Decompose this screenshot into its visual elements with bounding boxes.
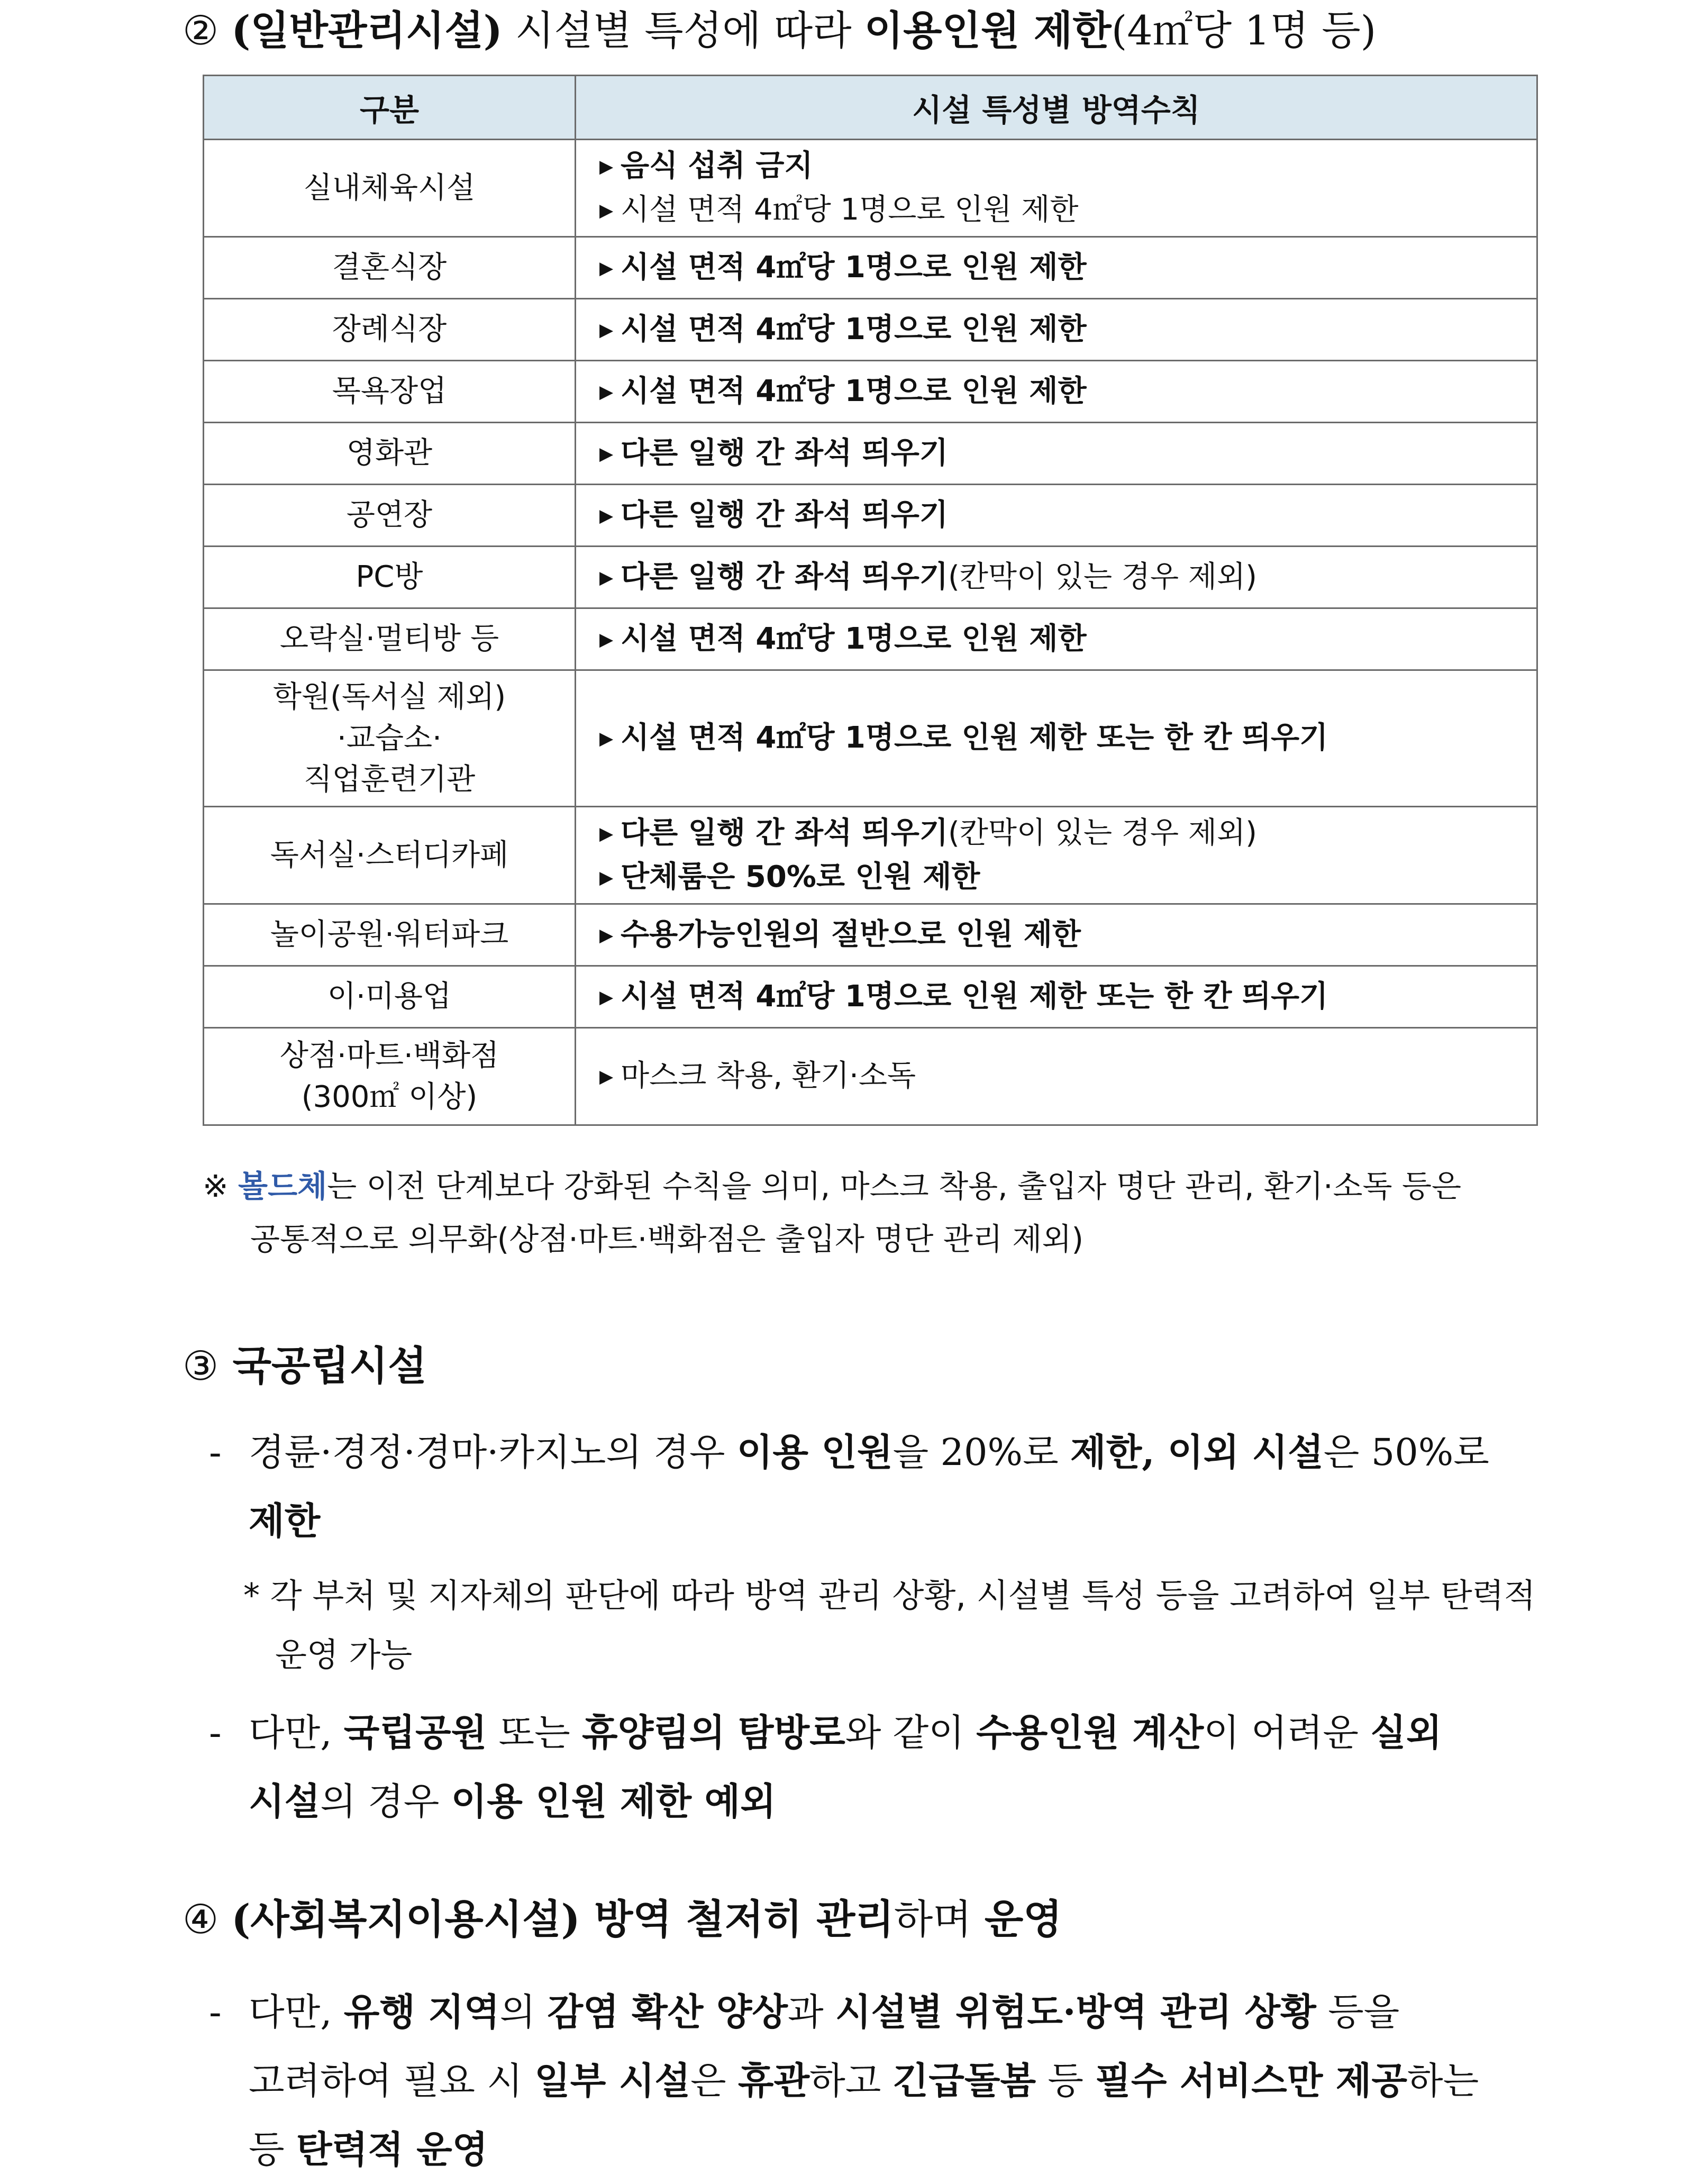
rule-bold: 다른 일행 간 좌석 띄우기	[621, 559, 948, 594]
text-run: 20%	[940, 1431, 1023, 1474]
table-row	[204, 1028, 1537, 1125]
text-run: 이 어려운	[1204, 1711, 1359, 1754]
p1-line-1	[209, 1418, 1540, 1487]
section-4-title-bold2: 운영	[984, 1896, 1062, 1943]
section-4-title-bold: (사회복지이용시설) 방역 철저히 관리	[231, 1896, 894, 1943]
rule-line	[599, 856, 1536, 899]
text-run: 의	[499, 1990, 536, 2034]
dash-bullet: -	[209, 1431, 222, 1474]
section-4-paragraph	[209, 1978, 1540, 2184]
table-row	[204, 608, 1537, 670]
p3-line-3	[209, 2115, 1540, 2184]
text-run: 와 같이	[845, 1711, 964, 1754]
text-run: 하고	[809, 2059, 881, 2103]
rule-line	[599, 188, 1536, 232]
dash-bullet: -	[209, 1711, 222, 1754]
rule-bold: 음식 섭취 금지	[621, 148, 813, 183]
text-run-bold: 실외	[1370, 1710, 1442, 1754]
triangle-bullet-icon: ▶	[599, 924, 614, 946]
section-3-marker: ③	[183, 1342, 219, 1389]
text-run-bold: 일부 시설	[534, 2059, 690, 2103]
section-3-heading	[183, 1340, 427, 1393]
row-rule	[576, 807, 1537, 904]
row-rule	[576, 608, 1537, 670]
footnote-line-2: 운영 가능	[275, 1635, 413, 1674]
row-category: 영화관	[204, 423, 576, 485]
text-run: 은	[1323, 1431, 1360, 1474]
note-line-2: 공통적으로 의무화(상점·마트·백화점은 출입자 명단 관리 제외)	[250, 1221, 1084, 1257]
text-run-bold: 탄력적 운영	[296, 2127, 488, 2171]
text-run: 등	[1048, 2059, 1083, 2103]
row-category: 목욕장업	[204, 361, 576, 423]
text-run-bold: 필수 서비스만 제공	[1095, 2059, 1407, 2103]
row-rule	[576, 966, 1537, 1028]
section-3-paragraph-2	[209, 1698, 1540, 1836]
note-mark: ※	[203, 1168, 229, 1204]
row-rule	[576, 299, 1537, 361]
row-category: 상점·마트·백화점 (300㎡ 이상)	[204, 1028, 576, 1125]
dash-bullet: -	[209, 1990, 222, 2034]
section-3-footnote	[243, 1566, 1540, 1685]
rule-bold: 시설 면적 4㎡당 1명으로 인원 제한 또는 한 칸 띄우기	[621, 979, 1328, 1014]
table-row	[204, 485, 1537, 547]
table-row	[204, 299, 1537, 361]
text-run-bold: 이용 인원	[736, 1430, 893, 1474]
row-category: 오락실·멀티방 등	[204, 608, 576, 670]
rule-line	[599, 812, 1536, 856]
triangle-bullet-icon: ▶	[599, 505, 614, 526]
row-rule	[576, 485, 1537, 547]
table-header-row	[204, 76, 1537, 140]
row-rule	[576, 361, 1537, 423]
table-row	[204, 361, 1537, 423]
text-run: 다만,	[249, 1990, 332, 2034]
text-run-bold: 유행 지역	[343, 1990, 500, 2034]
triangle-bullet-icon: ▶	[599, 1066, 614, 1087]
text-run-bold: 국립공원	[343, 1710, 487, 1754]
footnote-mark: *	[243, 1576, 260, 1615]
row-category: 학원(독서실 제외) ·교습소· 직업훈련기관	[204, 670, 576, 807]
triangle-bullet-icon: ▶	[599, 629, 614, 650]
text-run-bold: 감염 확산 양상	[547, 1990, 788, 2034]
triangle-bullet-icon: ▶	[599, 823, 614, 844]
text-run: 다만,	[249, 1711, 332, 1754]
triangle-bullet-icon: ▶	[599, 257, 614, 279]
p2-line-2	[209, 1767, 1540, 1836]
text-run: 로	[1453, 1431, 1489, 1474]
table-row	[204, 140, 1537, 237]
facility-rules-table	[203, 75, 1538, 1126]
triangle-bullet-icon: ▶	[599, 443, 614, 465]
text-run: 과	[787, 1990, 824, 2034]
note-blue-term: 볼드체	[238, 1168, 327, 1204]
rule-bold: 다른 일행 간 좌석 띄우기	[621, 435, 948, 470]
text-run-bold: 긴급돌봄	[892, 2059, 1036, 2103]
p3-line-2	[209, 2046, 1540, 2115]
row-category: 공연장	[204, 485, 576, 547]
row-rule	[576, 423, 1537, 485]
section-3-paragraph-1	[209, 1418, 1540, 1555]
note-line-1	[203, 1160, 1538, 1213]
section-2-title-bold2: 이용인원 제한	[864, 7, 1112, 54]
rule-bold: 시설 면적 4㎡당 1명으로 인원 제한	[621, 312, 1087, 347]
text-run-bold: 제한, 이외 시설	[1070, 1430, 1324, 1474]
text-run-bold: 시설별 위험도·방역 관리 상황	[835, 1990, 1316, 2034]
rule-bold: 시설 면적 4㎡당 1명으로 인원 제한	[621, 250, 1087, 285]
row-rule	[576, 1028, 1537, 1125]
row-category: 실내체육시설	[204, 140, 576, 237]
rule-bold: 시설 면적 4㎡당 1명으로 인원 제한	[621, 621, 1087, 656]
rule-bold: 수용가능인원의 절반으로 인원 제한	[621, 917, 1081, 952]
rule-bold: 시설 면적 4㎡당 1명으로 인원 제한	[621, 374, 1087, 408]
section-2-title-mid: 시설별 특성에 따라	[515, 7, 852, 54]
text-run-bold: 이용 인원 제한 예외	[451, 1779, 776, 1823]
rule-bold: 다른 일행 간 좌석 띄우기	[621, 497, 948, 532]
triangle-bullet-icon: ▶	[599, 986, 614, 1008]
p1-line-2	[209, 1487, 1540, 1555]
section-3-title: 국공립시설	[232, 1342, 427, 1389]
table-row	[204, 904, 1537, 966]
triangle-bullet-icon: ▶	[599, 381, 614, 403]
rule-plain: (칸막이 있는 경우 제외)	[948, 815, 1257, 850]
rule-plain: 시설 면적 4㎡당 1명으로 인원 제한	[621, 192, 1079, 227]
rule-bold: 단체룸은 50%로 인원 제한	[621, 859, 980, 894]
rule-plain: (칸막이 있는 경우 제외)	[948, 559, 1257, 594]
section-2-title-end: (4㎡당 1명 등)	[1111, 7, 1377, 54]
table-row	[204, 547, 1537, 608]
p2-line-1	[209, 1698, 1540, 1767]
p3-line-1	[209, 1978, 1540, 2046]
header-category: 구분	[204, 76, 576, 140]
rule-bold: 다른 일행 간 좌석 띄우기	[621, 815, 948, 850]
text-run-bold: 휴양림의 탐방로	[582, 1710, 845, 1754]
section-2-heading	[183, 4, 1376, 57]
table-note	[203, 1160, 1538, 1266]
note-line1-rest: 는 이전 단계보다 강화된 수칙을 의미, 마스크 착용, 출입자 명단 관리, 환기·소독 등은	[327, 1168, 1462, 1204]
row-category: 놀이공원·워터파크	[204, 904, 576, 966]
text-run: 50%	[1371, 1431, 1454, 1474]
section-2-title-bold: (일반관리시설)	[231, 7, 503, 54]
text-run-bold: 수용인원 계산	[976, 1710, 1204, 1754]
section-2-marker: ②	[183, 7, 219, 54]
text-run: 경륜·경정·경마·카지노의 경우	[249, 1431, 725, 1474]
row-rule	[576, 140, 1537, 237]
section-4-marker: ④	[183, 1896, 219, 1943]
section-4-heading	[183, 1893, 1062, 1946]
header-rules: 시설 특성별 방역수칙	[576, 76, 1537, 140]
table-row	[204, 423, 1537, 485]
triangle-bullet-icon: ▶	[599, 156, 614, 177]
text-run: 또는	[498, 1711, 570, 1754]
text-run: 을	[892, 1431, 929, 1474]
section-4-title-mid: 하며	[894, 1896, 972, 1943]
text-run: 은	[690, 2059, 726, 2103]
row-category: PC방	[204, 547, 576, 608]
table-row	[204, 807, 1537, 904]
rule-plain: 마스크 착용, 환기·소독	[621, 1059, 916, 1093]
text-run: 등을	[1328, 1990, 1400, 2034]
table-row	[204, 237, 1537, 299]
text-run-bold: 제한	[249, 1499, 321, 1543]
triangle-bullet-icon: ▶	[599, 199, 614, 221]
row-category: 결혼식장	[204, 237, 576, 299]
triangle-bullet-icon: ▶	[599, 567, 614, 588]
text-run-bold: 시설	[249, 1779, 321, 1823]
text-run: 등	[249, 2128, 285, 2171]
text-run: 고려하여 필요 시	[249, 2059, 523, 2103]
row-rule	[576, 547, 1537, 608]
text-run: 하는	[1407, 2059, 1479, 2103]
table-row	[204, 966, 1537, 1028]
triangle-bullet-icon: ▶	[599, 867, 614, 888]
triangle-bullet-icon: ▶	[599, 728, 614, 749]
text-run: 의 경우	[320, 1780, 440, 1823]
text-run-bold: 휴관	[737, 2059, 810, 2103]
rule-line	[599, 144, 1536, 188]
row-category: 독서실·스터디카페	[204, 807, 576, 904]
row-rule	[576, 670, 1537, 807]
table-row	[204, 670, 1537, 807]
row-rule	[576, 237, 1537, 299]
row-category: 장례식장	[204, 299, 576, 361]
text-run: 로	[1023, 1431, 1059, 1474]
row-rule	[576, 904, 1537, 966]
rule-bold: 시설 면적 4㎡당 1명으로 인원 제한 또는 한 칸 띄우기	[621, 721, 1328, 755]
text-run: 각 부처 및 지자체의 판단에 따라 방역 관리 상황, 시설별 특성 등을 고려하여 일부 탄력적	[270, 1576, 1536, 1615]
row-category: 이·미용업	[204, 966, 576, 1028]
triangle-bullet-icon: ▶	[599, 319, 614, 341]
footnote-line-1	[243, 1566, 1540, 1625]
